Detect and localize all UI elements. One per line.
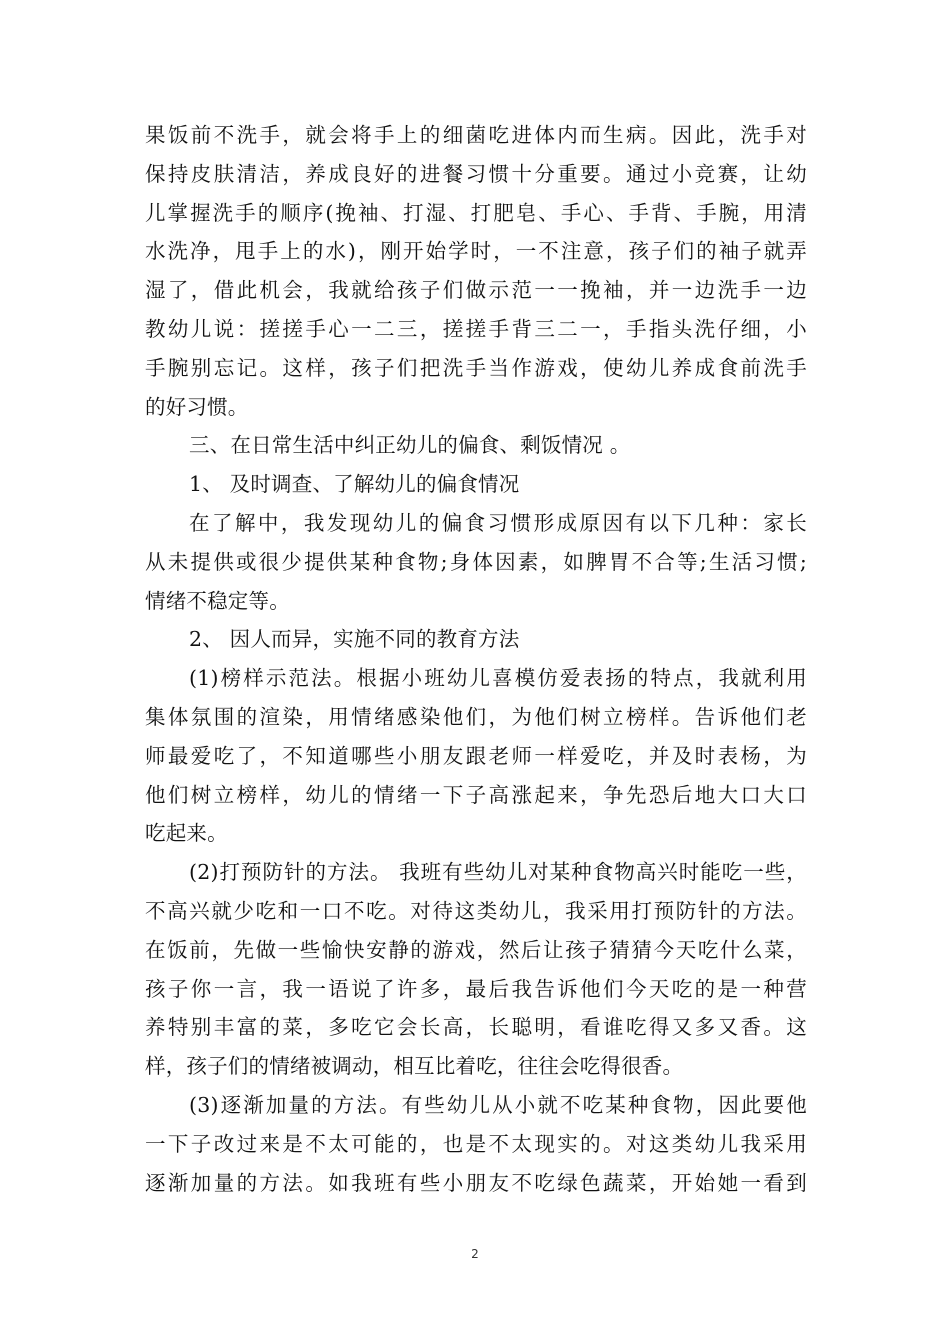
text-line: 在饭前，先做一些愉快安静的游戏，然后让孩子猜猜今天吃什么菜， <box>145 937 807 962</box>
text-line: 孩子你一言，我一语说了许多，最后我告诉他们今天吃的是一种营 <box>145 976 807 1001</box>
text-line: 不高兴就少吃和一口不吃。对待这类幼儿，我采用打预防针的方法。 <box>145 898 807 923</box>
text-line: 儿掌握洗手的顺序(挽袖、打湿、打肥皂、手心、手背、手腕，用清 <box>145 200 807 225</box>
text-line: (3)逐渐加量的方法。有些幼儿从小就不吃某种食物，因此要他 <box>189 1092 807 1117</box>
text-line: 他们树立榜样，幼儿的情绪一下子高涨起来，争先恐后地大口大口 <box>145 782 807 807</box>
text-line: 保持皮肤清洁，养成良好的进餐习惯十分重要。通过小竞赛，让幼 <box>145 161 807 186</box>
text-line: 吃起来。 <box>145 821 228 846</box>
text-line: 湿了，借此机会，我就给孩子们做示范一一挽袖，并一边洗手一边 <box>145 278 807 303</box>
text-line: 在了解中，我发现幼儿的偏食习惯形成原因有以下几种：家长 <box>189 510 807 535</box>
text-line: 样，孩子们的情绪被调动，相互比着吃，往往会吃得很香。 <box>145 1054 684 1079</box>
text-line: 教幼儿说：搓搓手心一二三，搓搓手背三二一，手指头洗仔细，小 <box>145 316 807 341</box>
text-line: 三、在日常生活中纠正幼儿的偏食、剩饭情况 。 <box>189 433 631 458</box>
text-line: (2)打预防针的方法。 我班有些幼儿对某种食物高兴时能吃一些， <box>189 860 807 885</box>
text-line: 果饭前不洗手，就会将手上的细菌吃进体内而生病。因此，洗手对 <box>145 123 807 147</box>
text-line: 2、 因人而异，实施不同的教育方法 <box>189 627 520 652</box>
text-line: 手腕别忘记。这样，孩子们把洗手当作游戏，使幼儿养成食前洗手 <box>145 355 807 380</box>
text-line: 情绪不稳定等。 <box>145 588 290 613</box>
text-line: (1)榜样示范法。根据小班幼儿喜模仿爱表扬的特点，我就利用 <box>189 666 807 691</box>
page-number: 2 <box>471 1247 479 1261</box>
text-line: 逐渐加量的方法。如我班有些小朋友不吃绿色蔬菜，开始她一看到 <box>145 1170 807 1195</box>
text-line: 的好习惯。 <box>145 394 249 419</box>
text-line: 师最爱吃了，不知道哪些小朋友跟老师一样爱吃，并及时表杨，为 <box>145 743 807 768</box>
text-line: 养特别丰富的菜，多吃它会长高，长聪明，看谁吃得又多又香。这 <box>145 1015 807 1040</box>
document-page <box>145 116 807 1202</box>
text-line: 从未提供或很少提供某种食物;身体因素，如脾胃不合等;生活习惯; <box>145 549 807 574</box>
text-line: 1、 及时调查、了解幼儿的偏食情况 <box>189 472 520 497</box>
text-line: 水洗净，甩手上的水)，刚开始学时，一不注意，孩子们的袖子就弄 <box>145 239 807 264</box>
text-line: 一下子改过来是不太可能的，也是不太现实的。对这类幼儿我采用 <box>145 1131 807 1156</box>
text-line: 集体氛围的渲染，用情绪感染他们，为他们树立榜样。告诉他们老 <box>145 704 807 729</box>
